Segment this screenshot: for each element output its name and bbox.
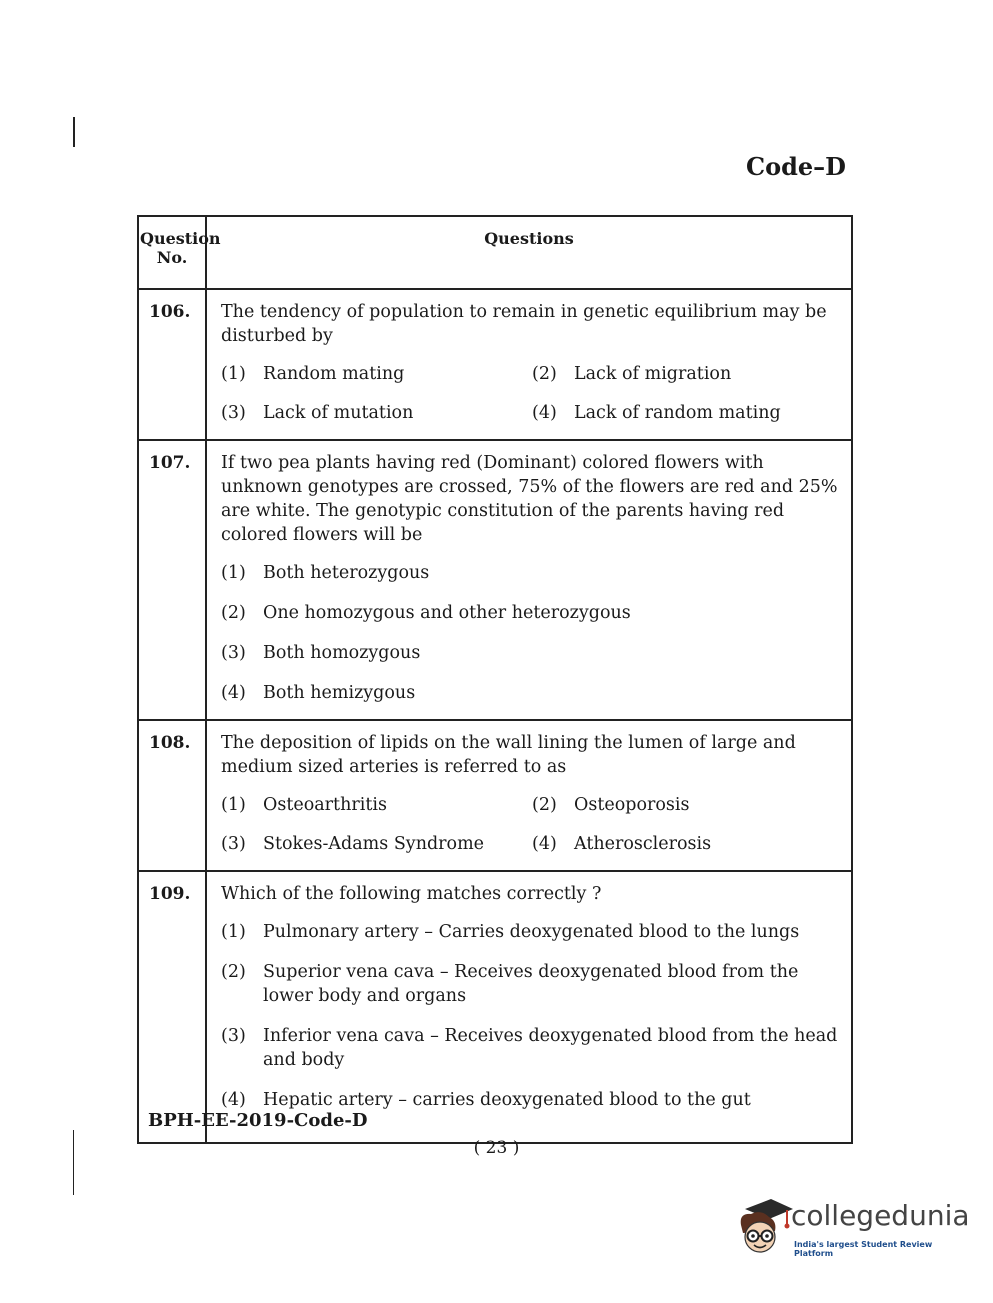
option-3: (3) Lack of mutation (221, 403, 414, 423)
options (221, 561, 843, 705)
question-number: 108. (138, 720, 206, 871)
question-body (206, 289, 852, 440)
option-3: (3) Stokes-Adams Syndrome (221, 834, 485, 854)
options (221, 362, 843, 425)
question-row-106 (138, 289, 852, 440)
option-1: (1) Pulmonary artery – Carries deoxygenated blood to the lungs (221, 922, 800, 942)
option-1: (1) Random mating (221, 364, 405, 384)
watermark-tagline: India's largest Student Review Platform (794, 1240, 933, 1258)
option-2: (2) Osteoporosis (532, 795, 690, 815)
question-stem: Which of the following matches correctly ? (221, 884, 602, 904)
page-number: ( 23 ) (473, 1138, 520, 1158)
column-header-question-no: Question No. (138, 216, 206, 289)
footer-code: BPH-EE-2019-Code-D (148, 1110, 368, 1131)
options (221, 793, 843, 856)
option-4: (4) Atherosclerosis (532, 834, 712, 854)
question-stem: The deposition of lipids on the wall lining the lumen of large and medium sized arteries is referred to as (221, 733, 796, 777)
table-header-row (138, 216, 852, 289)
column-header-questions: Questions (206, 216, 852, 289)
option-4: (4) Lack of random mating (532, 403, 781, 423)
option-4: (4) Both hemizygous (221, 683, 416, 703)
option-2: (2) One homozygous and other heterozygous (221, 603, 631, 623)
question-row-107 (138, 440, 852, 720)
option-2: (2) Lack of migration (532, 364, 732, 384)
question-body (206, 720, 852, 871)
question-table (137, 215, 853, 1144)
watermark-name: collegedunia (791, 1199, 970, 1232)
header-code: Code–D (746, 152, 846, 181)
question-number: 109. (138, 871, 206, 1143)
option-4: (4) Hepatic artery – carries deoxygenated blood to the gut (221, 1090, 751, 1110)
question-row-109 (138, 871, 852, 1143)
option-3: (3) Inferior vena cava – Receives deoxygenated blood from the head and body (221, 1026, 838, 1070)
options (221, 920, 843, 1112)
option-1: (1) Osteoarthritis (221, 795, 387, 815)
collegedunia-watermark (735, 1195, 970, 1265)
question-stem: If two pea plants having red (Dominant) colored flowers with unknown genotypes are crossed, 75% of the flowers are red and 25% are white. The genotypic constitution of the parents having red colored flowers will be (221, 453, 838, 545)
option-3: (3) Both homozygous (221, 643, 421, 663)
question-row-108 (138, 720, 852, 871)
question-number: 107. (138, 440, 206, 720)
question-stem: The tendency of population to remain in genetic equilibrium may be disturbed by (221, 302, 827, 346)
option-1: (1) Both heterozygous (221, 563, 430, 583)
question-body (206, 871, 852, 1143)
margin-line-top (73, 117, 75, 147)
mascot-graduation-cap-icon (735, 1195, 793, 1257)
question-body (206, 440, 852, 720)
option-2: (2) Superior vena cava – Receives deoxygenated blood from the lower body and organs (221, 962, 799, 1006)
question-number: 106. (138, 289, 206, 440)
